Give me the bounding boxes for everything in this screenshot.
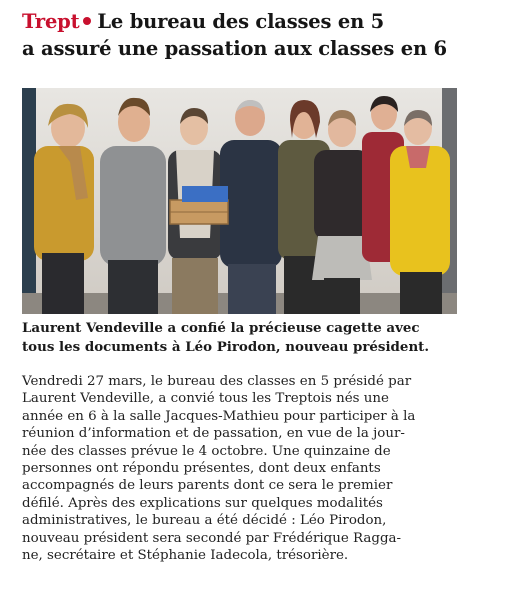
article-body: [22, 373, 492, 564]
body-line: année en 6 à la salle Jacques-Mathieu pour participer à la: [22, 408, 416, 424]
group-photo-illustration: [22, 88, 457, 314]
bullet-dot-icon: [83, 17, 91, 25]
caption-line-1: Laurent Vendeville a confié la précieuse cagette avec: [22, 320, 420, 336]
body-line: Laurent Vendeville, a convié tous les Treptois nés une: [22, 391, 389, 407]
body-line: administratives, le bureau a été décidé : Léo Pirodon,: [22, 513, 387, 529]
body-line: accompagnés de leurs parents dont ce sera le premier: [22, 478, 393, 494]
headline: [22, 8, 502, 62]
body-line: née des classes prévue le 4 octobre. Une quinzaine de: [22, 443, 391, 459]
body-line: personnes ont répondu présentes, dont deux enfants: [22, 461, 381, 477]
headline-line-1: Le bureau des classes en 5: [97, 10, 385, 33]
body-line: ne, secrétaire et Stéphanie Iadecola, trésorière.: [22, 548, 349, 564]
photo-caption: [22, 319, 462, 357]
headline-line-2: a assuré une passation aux classes en 6: [22, 37, 447, 60]
body-line: Vendredi 27 mars, le bureau des classes en 5 présidé par: [22, 374, 412, 389]
body-line: réunion d’information et de passation, en vue de la jour-: [22, 426, 405, 442]
body-line: défilé. Après des explications sur quelques modalités: [22, 495, 383, 511]
body-line: nouveau président sera secondé par Frédérique Ragga-: [22, 530, 402, 546]
article-photo: [22, 88, 457, 314]
kicker-town: Trept: [22, 10, 80, 33]
caption-line-2: tous les documents à Léo Pirodon, nouveau président.: [22, 339, 430, 355]
